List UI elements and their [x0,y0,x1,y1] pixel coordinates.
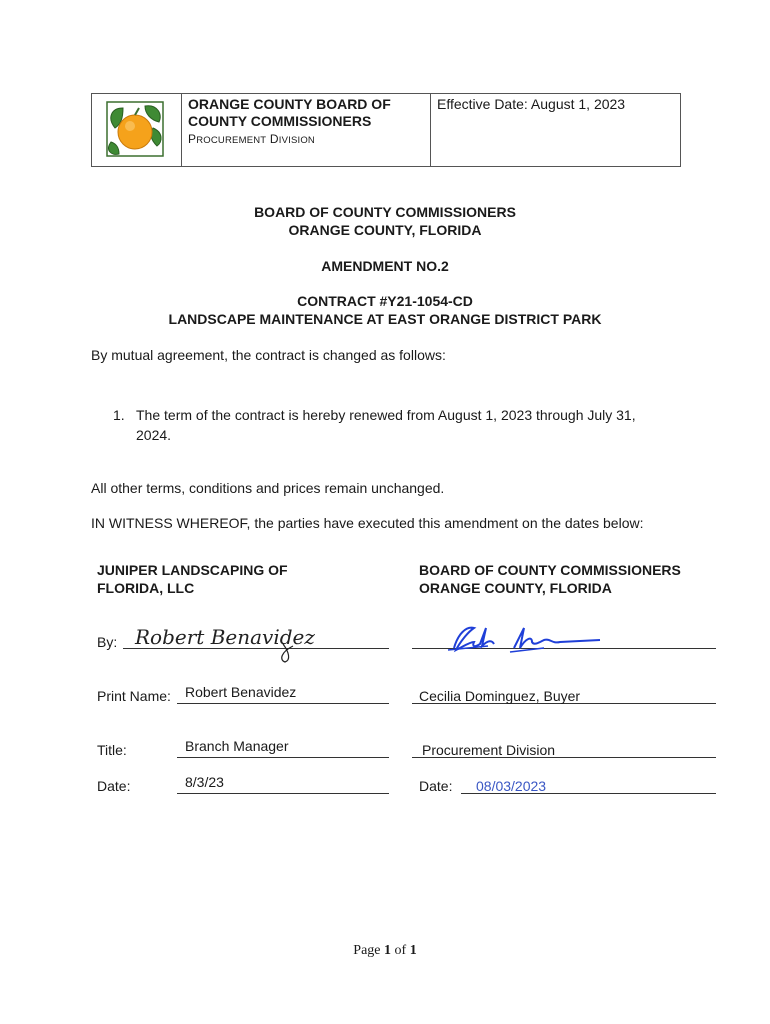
intro-text: By mutual agreement, the contract is changed as follows: [91,347,446,363]
item1-line1: The term of the contract is hereby renewed from August 1, 2023 through July 31, [136,407,636,423]
right-signature [440,618,610,658]
org-name [188,96,391,130]
item-number: 1. [113,407,125,423]
title-line2: ORANGE COUNTY, FLORIDA [288,222,482,238]
left-date-value: 8/3/23 [185,774,224,790]
project-name: LANDSCAPE MAINTENANCE AT EAST ORANGE DISTRICT PARK [168,311,602,327]
right-date-value: 08/03/2023 [476,778,547,794]
amendment-number: AMENDMENT NO.2 [321,258,449,274]
effective-date-cell [431,94,680,166]
left-title-value: Branch Manager [185,738,289,754]
org-name-line2: COUNTY COMMISSIONERS [188,113,372,129]
right-party-name-line2: ORANGE COUNTY, FLORIDA [419,580,612,596]
title-label: Title: [97,742,127,758]
left-title-line [177,757,389,758]
left-signature-text: Robert Benavidez [135,625,315,649]
left-print-name: Robert Benavidez [185,684,297,700]
org-name-line1: ORANGE COUNTY BOARD OF [188,96,391,112]
left-signature [133,620,333,664]
by-label: By: [97,634,118,650]
left-print-name-line [177,703,389,704]
left-date-line [177,793,389,794]
left-party-name-line2: FLORIDA, LLC [97,580,195,596]
division-name: PROCUREMENT DIVISION [188,132,315,146]
logo-cell [92,94,182,166]
contract-number: CONTRACT #Y21-1054-CD [297,293,473,309]
left-party-name-line1: JUNIPER LANDSCAPING OF [97,562,288,578]
right-date-label: Date: [419,778,453,794]
title-line1: BOARD OF COUNTY COMMISSIONERS [254,204,516,220]
page-footer: Page 1 of 1 [353,943,417,958]
witness-text: IN WITNESS WHEREOF, the parties have executed this amendment on the dates below: [91,515,644,531]
orange-fruit-logo-icon [101,98,171,162]
item1-line2: 2024. [136,427,172,443]
right-party-name-line1: BOARD OF COUNTY COMMISSIONERS [419,562,681,578]
effective-date: Effective Date: August 1, 2023 [437,96,626,112]
other-terms-text: All other terms, conditions and prices remain unchanged. [91,480,445,496]
org-cell [182,94,431,166]
print-name-label: Print Name: [97,688,171,704]
left-date-label: Date: [97,778,131,794]
header-table [91,93,681,167]
right-title-value: Procurement Division [422,742,556,758]
right-print-name: Cecilia Dominguez, Buyer [419,688,581,704]
